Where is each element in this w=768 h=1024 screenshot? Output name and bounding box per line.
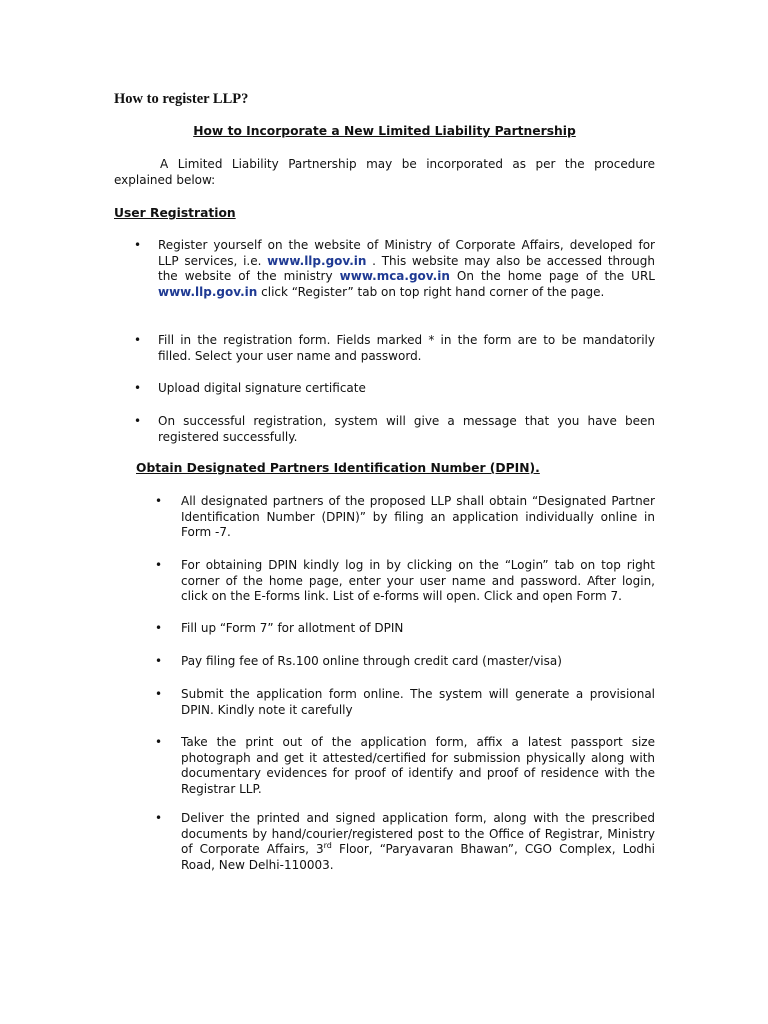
list-item bbox=[134, 238, 655, 300]
bullet-icon: • bbox=[134, 333, 142, 347]
item-text: Fill in the registration form. Fields marked * in the form are to be mandatorily filled. Select your user name and password. bbox=[158, 333, 655, 363]
bullet-icon: • bbox=[155, 811, 163, 825]
section-title-dpin: Obtain Designated Partners Identification Number (DPIN). bbox=[136, 461, 540, 475]
section-title-user-registration: User Registration bbox=[114, 206, 236, 220]
bullet-icon: • bbox=[134, 414, 142, 428]
bullet-icon: • bbox=[134, 238, 142, 252]
item-text: Take the print out of the application form, affix a latest passport size photograph and get it attested/certified for submission physically along with documentary evidences for proof of identify and proof of residence with the Registrar LLP. bbox=[181, 735, 655, 796]
item-text: Deliver the printed and signed application form, along with the prescribed documents by hand/courier/registered post to the Office of Registrar, Ministry of Corporate Affairs, 3 bbox=[181, 811, 655, 856]
list-item bbox=[155, 811, 655, 873]
list-item bbox=[134, 381, 655, 397]
document-heading: How to Incorporate a New Limited Liability Partnership bbox=[193, 124, 576, 138]
bullet-icon: • bbox=[155, 654, 163, 668]
item-text: For obtaining DPIN kindly log in by clicking on the “Login” tab on top right corner of the home page, enter your user name and password. After login, click on the E-forms link. List of e-forms will open. Click and open Form 7. bbox=[181, 558, 655, 603]
list-item bbox=[155, 494, 655, 541]
list-item bbox=[134, 414, 655, 445]
item-text: Fill up “Form 7” for allotment of DPIN bbox=[181, 621, 404, 635]
bullet-icon: • bbox=[155, 621, 163, 635]
intro-paragraph bbox=[114, 157, 655, 188]
list-item bbox=[155, 687, 655, 718]
list-item bbox=[155, 558, 655, 605]
item-text: On the home page of the URL bbox=[449, 269, 655, 283]
bullet-icon: • bbox=[155, 558, 163, 572]
page-title: How to register LLP? bbox=[114, 91, 249, 107]
bullet-icon: • bbox=[155, 494, 163, 508]
link-llp[interactable]: www.llp.gov.in bbox=[267, 253, 367, 268]
item-text: Pay filing fee of Rs.100 online through credit card (master/visa) bbox=[181, 654, 562, 668]
list-item bbox=[134, 333, 655, 364]
bullet-icon: • bbox=[155, 735, 163, 749]
item-text: All designated partners of the proposed LLP shall obtain “Designated Partner Identification Number (DPIN)” by filing an application individually online in Form -7. bbox=[181, 494, 655, 539]
item-text: Floor, “Paryavaran Bhawan”, CGO Complex, Lodhi Road, New Delhi-110003. bbox=[181, 842, 655, 872]
list-item bbox=[155, 654, 655, 670]
item-text: . This website may also be accessed through the website of the ministry bbox=[158, 253, 655, 283]
list-item bbox=[155, 621, 655, 637]
item-text: On successful registration, system will give a message that you have been registered successfully. bbox=[158, 414, 655, 444]
link-llp[interactable]: www.llp.gov.in bbox=[158, 284, 258, 299]
item-text: Submit the application form online. The system will generate a provisional DPIN. Kindly note it carefully bbox=[181, 687, 655, 717]
list-item bbox=[155, 735, 655, 797]
item-text: Upload digital signature certificate bbox=[158, 381, 366, 395]
item-text: click “Register” tab on top right hand corner of the page. bbox=[257, 284, 605, 299]
bullet-icon: • bbox=[134, 381, 142, 395]
intro-text: A Limited Liability Partnership may be incorporated as per the procedure explained below: bbox=[114, 157, 655, 187]
bullet-icon: • bbox=[155, 687, 163, 701]
item-text: Register yourself on the website of Ministry of Corporate Affairs, developed for LLP services, i.e. bbox=[158, 238, 655, 268]
ordinal-suffix: rd bbox=[323, 841, 332, 850]
link-mca[interactable]: www.mca.gov.in bbox=[339, 269, 450, 283]
